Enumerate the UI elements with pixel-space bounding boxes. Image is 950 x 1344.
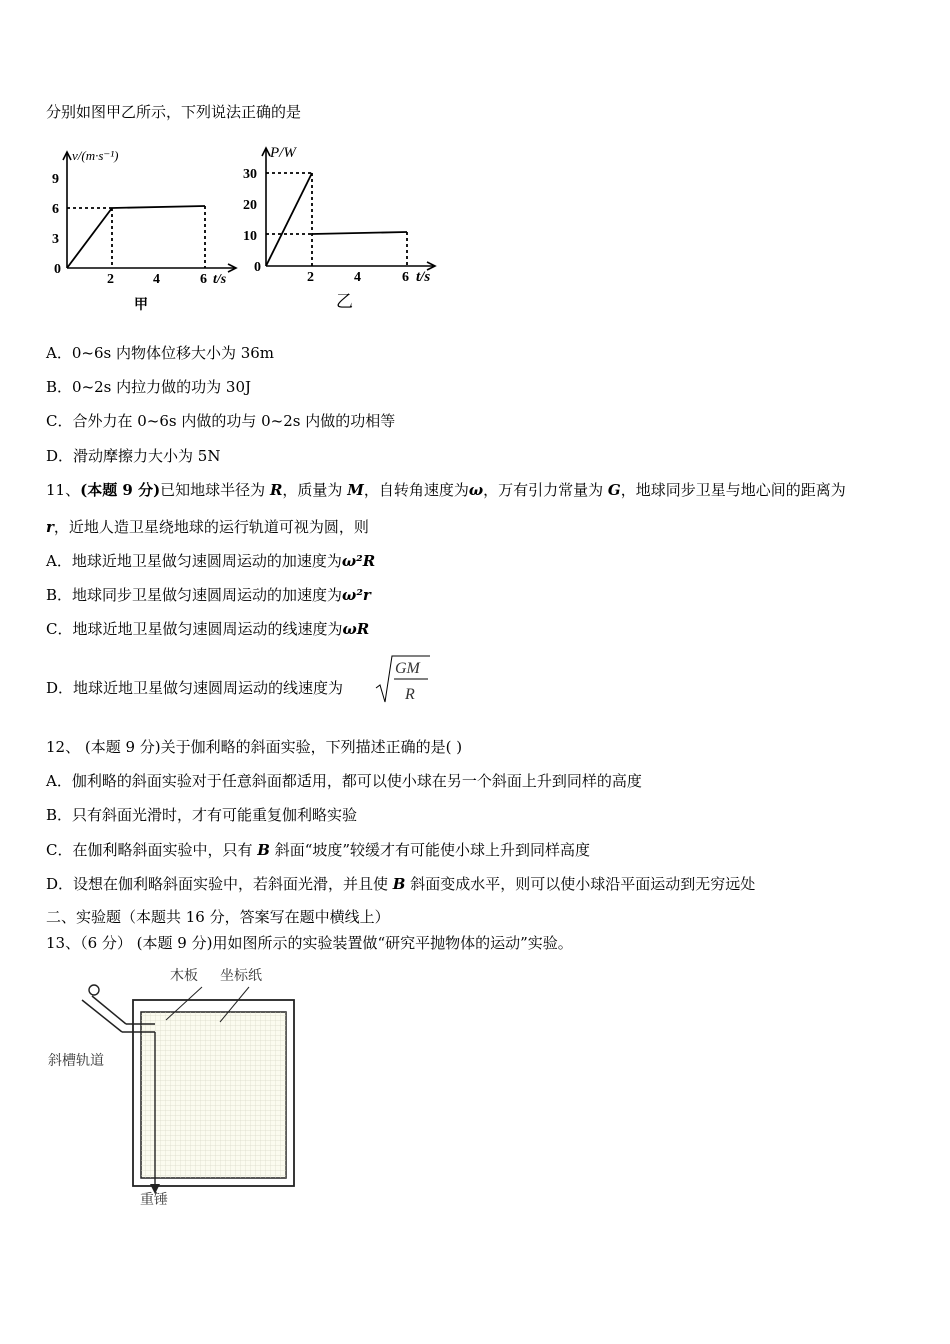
graph2-xtick: 4	[354, 270, 361, 285]
graph2-xtick: 6	[402, 270, 409, 285]
var-omega: ω	[468, 481, 484, 499]
q11-text: 已知地球半径为	[160, 481, 270, 499]
formula: ω²r	[342, 586, 371, 604]
q11-option-text: A．地球近地卫星做匀速圆周运动的加速度为	[46, 552, 342, 570]
q11-option-a	[46, 551, 375, 571]
label-track: 斜槽轨道	[48, 1053, 104, 1069]
q12-option-text: C．在伽利略斜面实验中，只有	[46, 841, 258, 859]
q11-option-text: C．地球近地卫星做匀速圆周运动的线速度为	[46, 620, 343, 638]
q11-text: ，万有引力常量为	[483, 481, 608, 499]
q11-option-c	[46, 619, 369, 639]
graph1-data-line	[67, 206, 205, 268]
q12-option-d	[46, 874, 755, 894]
graph1-caption: 甲	[134, 298, 148, 313]
q11-text: ，质量为	[282, 481, 348, 499]
formula: ω²R	[341, 552, 376, 570]
sqrt-formula	[374, 652, 434, 708]
graph1-ytick: 6	[52, 202, 59, 217]
q12-stem: 12、 (本题 9 分)关于伽利略的斜面实验，下列描述正确的是( )	[46, 738, 463, 756]
var-B: B	[257, 841, 270, 859]
label-paper: 坐标纸	[220, 968, 262, 984]
graph2-ytick: 30	[243, 167, 257, 182]
graph2-ylabel: P/W	[270, 145, 296, 161]
var-M: M	[347, 481, 364, 499]
q11-option-text: B．地球同步卫星做匀速圆周运动的加速度为	[46, 586, 343, 604]
q11-option-text: D．地球近地卫星做匀速圆周运动的线速度为	[46, 679, 344, 697]
section-heading: 二、实验题（本题共 16 分，答案写在题中横线上）	[46, 908, 390, 926]
graph1-ytick: 9	[52, 172, 59, 187]
graph2-caption: 乙	[336, 292, 353, 311]
var-G: G	[607, 481, 621, 499]
q10-option-a: A．0~6s 内物体位移大小为 36m	[46, 344, 275, 362]
apparatus-figure	[40, 960, 310, 1220]
q10-option-b: B．0~2s 内拉力做的功为 30J	[46, 378, 252, 396]
graph-velocity-time	[40, 142, 250, 314]
q12-option-b: B．只有斜面光滑时，才有可能重复伽利略实验	[46, 806, 358, 824]
q12-option-text: 斜面变成水平，则可以使小球沿平面运动到无穷远处	[405, 875, 756, 893]
q11-stem-line1	[46, 480, 846, 500]
graph1-ytick: 3	[52, 232, 59, 247]
q12-option-a: A．伽利略的斜面实验对于任意斜面都适用，都可以使小球在另一个斜面上升到同样的高度	[46, 772, 642, 790]
q11-option-d	[46, 678, 343, 698]
q11-number: 11、	[46, 481, 81, 499]
graph-power-time	[236, 140, 446, 314]
var-B: B	[392, 875, 406, 893]
graph2-data-line	[266, 173, 407, 266]
graph1-xtick: 6	[200, 272, 207, 287]
graph1-xtick: 4	[153, 272, 160, 287]
q12-option-text: D．设想在伽利略斜面实验中，若斜面光滑，并且使	[46, 875, 393, 893]
label-board: 木板	[170, 968, 198, 984]
graph2-xtick: 2	[307, 270, 314, 285]
formula: ωR	[342, 620, 370, 638]
graph1-axes	[63, 152, 236, 272]
question-intro: 分别如图甲乙所示，下列说法正确的是	[46, 103, 302, 121]
var-r: r	[46, 518, 54, 536]
formula-numerator: GM	[395, 660, 420, 677]
q10-option-d: D．滑动摩擦力大小为 5N	[46, 447, 221, 465]
graph2-ytick: 20	[243, 198, 257, 213]
graph2-ytick: 10	[243, 229, 257, 244]
label-weight: 重锤	[140, 1192, 168, 1208]
ball-icon	[89, 985, 99, 995]
graph1-xlabel: t/s	[213, 272, 227, 287]
q11-stem-line2	[46, 517, 369, 537]
graph1-ytick: 0	[54, 262, 61, 277]
q12-option-text: 斜面“坡度”较缓才有可能使小球上升到同样高度	[269, 841, 591, 859]
q11-text: ，地球同步卫星与地心间的距离为	[620, 481, 846, 499]
graph2-xlabel: t/s	[416, 269, 431, 285]
graph1-ylabel: v/(m·s⁻¹)	[72, 148, 119, 163]
q11-text: ，近地人造卫星绕地球的运行轨道可视为圆，则	[53, 518, 369, 536]
q12-option-c	[46, 840, 590, 860]
q11-text: ，自转角速度为	[363, 481, 469, 499]
q13-stem: 13、（6 分） (本题 9 分)用如图所示的实验装置做“研究平抛物体的运动”实验。	[46, 934, 573, 952]
q10-option-c: C．合外力在 0~6s 内做的功与 0~2s 内做的功相等	[46, 412, 396, 430]
formula-denominator: R	[405, 686, 415, 703]
var-R: R	[269, 481, 283, 499]
graph2-axes	[262, 148, 435, 270]
q11-option-b	[46, 585, 371, 605]
q11-tag: (本题 9 分)	[80, 481, 161, 499]
graph2-ytick: 0	[254, 260, 261, 275]
graph1-xtick: 2	[107, 272, 114, 287]
